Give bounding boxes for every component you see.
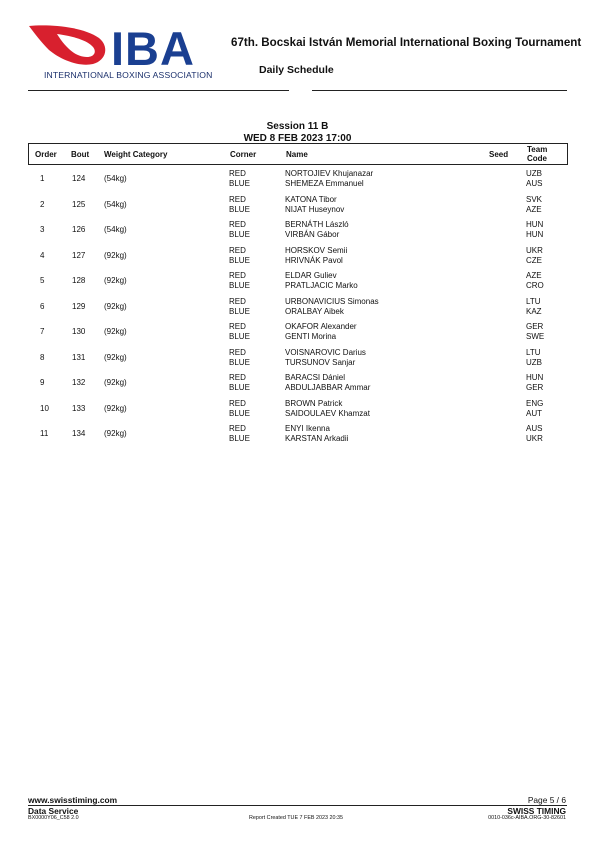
blue-team-code: CZE [526, 256, 542, 265]
bout-order: 1 [40, 174, 45, 183]
session-datetime: WED 8 FEB 2023 17:00 [243, 133, 352, 144]
red-team-code: UZB [526, 169, 542, 178]
logo-caption: INTERNATIONAL BOXING ASSOCIATION [44, 70, 213, 80]
blue-team-code: UZB [526, 358, 542, 367]
weight-category: (54kg) [104, 174, 127, 183]
bout-order: 2 [40, 200, 45, 209]
red-boxer-name: VOISNAROVIC Darius [285, 348, 366, 357]
blue-boxer-name: SHEMEZA Emmanuel [285, 179, 364, 188]
footer-report-created: Report Created TUE 7 FEB 2023 20:35 [249, 815, 343, 821]
red-team-code: SVK [526, 195, 543, 204]
bout-number: 132 [72, 378, 86, 387]
weight-category: (54kg) [104, 225, 127, 234]
weight-category: (54kg) [104, 200, 127, 209]
weight-category: (92kg) [104, 353, 127, 362]
footer-website-link[interactable]: www.swisstiming.com [28, 795, 118, 805]
red-team-code: UKR [526, 246, 543, 255]
red-team-code: GER [526, 322, 544, 331]
red-corner-label: RED [229, 399, 246, 408]
bout-row [28, 169, 566, 191]
red-corner-label: RED [229, 424, 246, 433]
blue-team-code: AUT [526, 409, 542, 418]
red-team-code: LTU [526, 348, 541, 357]
bout-row [28, 399, 566, 421]
red-boxer-name: HORSKOV Semii [285, 246, 348, 255]
blue-corner-label: BLUE [229, 383, 250, 392]
bout-order: 10 [40, 404, 49, 413]
red-corner-label: RED [229, 348, 246, 357]
bout-number: 126 [72, 225, 86, 234]
footer-brand: SWISS TIMING [507, 806, 566, 816]
weight-category: (92kg) [104, 327, 127, 336]
blue-team-code: GER [526, 383, 544, 392]
document-title: Daily Schedule [259, 64, 334, 76]
red-team-code: ENG [526, 399, 544, 408]
red-team-code: LTU [526, 297, 541, 306]
blue-corner-label: BLUE [229, 358, 250, 367]
bout-row [28, 373, 566, 395]
red-team-code: AZE [526, 271, 542, 280]
red-boxer-name: BROWN Patrick [285, 399, 343, 408]
bout-row [28, 246, 566, 268]
blue-boxer-name: VIRBÁN Gábor [285, 230, 340, 239]
red-team-code: AUS [526, 424, 543, 433]
bout-order: 4 [40, 251, 45, 260]
blue-corner-label: BLUE [229, 281, 250, 290]
footer-document-code: BX0000Y06_C58 2.0 [28, 815, 79, 821]
column-header-team-code: Team Code [527, 145, 548, 163]
red-corner-label: RED [229, 322, 246, 331]
bout-order: 9 [40, 378, 45, 387]
blue-corner-label: BLUE [229, 307, 250, 316]
red-boxer-name: BERNÁTH László [285, 220, 349, 229]
red-boxer-name: URBONAVICIUS Simonas [285, 297, 379, 306]
red-boxer-name: KATONA Tibor [285, 195, 337, 204]
footer-rule [28, 805, 567, 806]
blue-corner-label: BLUE [229, 434, 250, 443]
weight-category: (92kg) [104, 429, 127, 438]
red-corner-label: RED [229, 297, 246, 306]
blue-boxer-name: NIJAT Huseynov [285, 205, 345, 214]
bout-number: 124 [72, 174, 86, 183]
bout-row [28, 348, 566, 370]
footer-data-service: Data Service [28, 806, 79, 816]
blue-team-code: UKR [526, 434, 543, 443]
red-boxer-name: OKAFOR Alexander [285, 322, 357, 331]
weight-category: (92kg) [104, 404, 127, 413]
red-corner-label: RED [229, 169, 246, 178]
bout-number: 128 [72, 276, 86, 285]
blue-corner-label: BLUE [229, 256, 250, 265]
weight-category: (92kg) [104, 276, 127, 285]
red-boxer-name: BARACSI Dániel [285, 373, 346, 382]
blue-boxer-name: ORALBAY Aibek [285, 307, 344, 316]
table-header [28, 143, 568, 165]
bout-number: 125 [72, 200, 86, 209]
blue-boxer-name: ABDULJABBAR Ammar [285, 383, 371, 392]
blue-corner-label: BLUE [229, 230, 250, 239]
red-team-code: HUN [526, 373, 544, 382]
weight-category: (92kg) [104, 251, 127, 260]
bout-number: 130 [72, 327, 86, 336]
red-boxer-name: ELDAR Guliev [285, 271, 337, 280]
blue-corner-label: BLUE [229, 409, 250, 418]
bout-row [28, 220, 566, 242]
bout-order: 11 [40, 429, 49, 438]
blue-boxer-name: KARSTAN Arkadii [285, 434, 349, 443]
page-number: Page 5 / 6 [527, 795, 566, 805]
logo-wordmark: IBA [111, 22, 195, 75]
red-corner-label: RED [229, 220, 246, 229]
blue-boxer-name: HRIVNÁK Pavol [285, 256, 343, 265]
weight-category: (92kg) [104, 302, 127, 311]
bout-order: 5 [40, 276, 45, 285]
bout-row [28, 297, 566, 319]
blue-boxer-name: GENTI Morina [285, 332, 337, 341]
bout-row [28, 322, 566, 344]
blue-corner-label: BLUE [229, 332, 250, 341]
footer-reference: 0010-036c-AIBA.ORG-30-82601 [488, 815, 566, 821]
blue-corner-label: BLUE [229, 205, 250, 214]
red-corner-label: RED [229, 195, 246, 204]
bout-order: 7 [40, 327, 45, 336]
blue-corner-label: BLUE [229, 179, 250, 188]
bout-number: 127 [72, 251, 86, 260]
bout-row [28, 195, 566, 217]
column-header-name: Name [286, 150, 308, 159]
red-boxer-name: NORTOJIEV Khujanazar [285, 169, 374, 178]
column-header-bout: Bout [71, 150, 90, 159]
blue-team-code: AUS [526, 179, 543, 188]
session-name: Session 11 B [266, 121, 329, 132]
blue-team-code: KAZ [526, 307, 542, 316]
header-rule-left [28, 90, 289, 91]
bout-number: 134 [72, 429, 86, 438]
column-header-corner: Corner [230, 150, 257, 159]
column-header-order: Order [35, 150, 57, 159]
blue-team-code: HUN [526, 230, 544, 239]
event-title: 67th. Bocskai István Memorial International Boxing Tournament [231, 36, 582, 49]
red-boxer-name: ENYI Ikenna [285, 424, 330, 433]
bout-number: 133 [72, 404, 86, 413]
column-header-weight: Weight Category [104, 150, 168, 159]
red-corner-label: RED [229, 246, 246, 255]
blue-team-code: SWE [526, 332, 545, 341]
bout-order: 3 [40, 225, 45, 234]
red-team-code: HUN [526, 220, 544, 229]
header-rule-right [312, 90, 567, 91]
red-corner-label: RED [229, 373, 246, 382]
bout-order: 6 [40, 302, 45, 311]
blue-boxer-name: SAIDOULAEV Khamzat [285, 409, 370, 418]
bout-number: 129 [72, 302, 86, 311]
red-corner-label: RED [229, 271, 246, 280]
blue-team-code: CRO [526, 281, 544, 290]
blue-boxer-name: PRATLJACIC Marko [285, 281, 358, 290]
bout-row [28, 424, 566, 446]
weight-category: (92kg) [104, 378, 127, 387]
column-header-seed: Seed [489, 150, 509, 159]
blue-boxer-name: TURSUNOV Sanjar [285, 358, 356, 367]
bout-order: 8 [40, 353, 45, 362]
blue-team-code: AZE [526, 205, 542, 214]
bout-row [28, 271, 566, 293]
bout-number: 131 [72, 353, 86, 362]
